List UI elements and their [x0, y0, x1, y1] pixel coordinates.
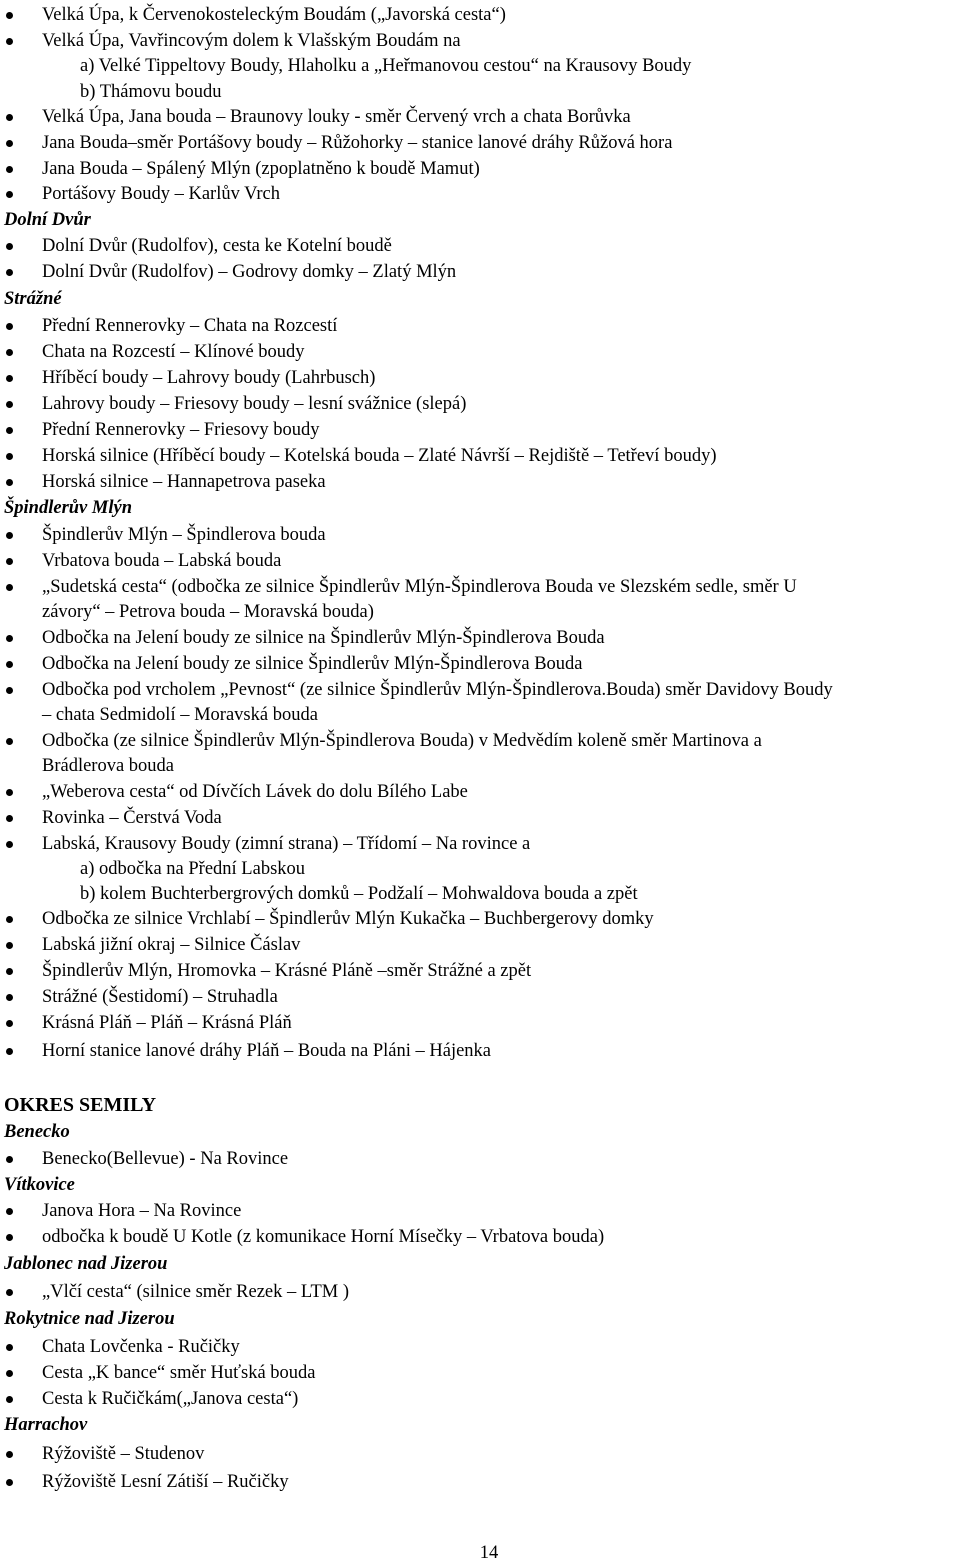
line-text: Labská, Krausovy Boudy (zimní strana) – Třídomí – Na rovince a — [42, 834, 531, 854]
bullet-icon — [6, 12, 13, 19]
line-text: a) odbočka na Přední Labskou — [80, 859, 306, 879]
line-text: „Sudetská cesta“ (odbočka ze silnice Špindlerův Mlýn-Špindlerova Bouda ve Slezském sedle, směr U — [42, 577, 797, 597]
section-heading — [0, 495, 960, 521]
bullet-icon — [6, 968, 13, 975]
district-heading — [0, 1092, 960, 1118]
list-item — [0, 831, 960, 857]
list-item — [0, 702, 960, 728]
line-text: Cesta „K bance“ směr Huťská bouda — [42, 1363, 316, 1383]
list-item — [0, 984, 960, 1010]
list-item — [0, 958, 960, 984]
line-text: Portášovy Boudy – Karlův Vrch — [42, 184, 280, 204]
list-item — [0, 574, 960, 600]
bullet-icon — [6, 269, 13, 276]
list-item — [0, 1224, 960, 1250]
bullet-icon — [6, 375, 13, 382]
line-text: Labská jižní okraj – Silnice Čáslav — [42, 935, 301, 955]
bullet-icon — [6, 1156, 13, 1163]
list-item — [0, 181, 960, 207]
line-text: OKRES SEMILY — [4, 1094, 157, 1116]
list-item — [0, 1441, 960, 1467]
bullet-icon — [6, 916, 13, 923]
list-item — [0, 1010, 960, 1036]
list-item — [0, 625, 960, 651]
line-text: Harrachov — [4, 1415, 88, 1435]
bullet-icon — [6, 349, 13, 356]
line-text: Rýžoviště Lesní Zátiší – Ručičky — [42, 1472, 289, 1492]
line-text: Janova Hora – Na Rovince — [42, 1201, 242, 1221]
line-text: Špindlerův Mlýn – Špindlerova bouda — [42, 525, 326, 545]
bullet-icon — [6, 1289, 13, 1296]
list-item — [0, 932, 960, 958]
list-item — [0, 53, 960, 79]
line-text: Odbočka na Jelení boudy ze silnice na Špindlerův Mlýn-Špindlerova Bouda — [42, 628, 605, 648]
bullet-icon — [6, 1234, 13, 1241]
list-item — [0, 2, 960, 28]
bullet-icon — [6, 401, 13, 408]
section-heading — [0, 1251, 960, 1277]
list-item — [0, 1386, 960, 1412]
line-text: Špindlerův Mlýn, Hromovka – Krásné Pláně –směr Strážné a zpět — [42, 961, 532, 981]
bullet-icon — [6, 661, 13, 668]
list-item — [0, 1279, 960, 1305]
list-item — [0, 469, 960, 495]
list-item — [0, 417, 960, 443]
line-text: Dolní Dvůr — [4, 210, 91, 230]
bullet-icon — [6, 1396, 13, 1403]
line-text: Jablonec nad Jizerou — [4, 1254, 168, 1274]
list-item — [0, 651, 960, 677]
list-item — [0, 259, 960, 285]
section-heading — [0, 1119, 960, 1145]
list-item — [0, 1146, 960, 1172]
line-text: Benecko — [4, 1122, 70, 1142]
list-item — [0, 1198, 960, 1224]
line-text: a) Velké Tippeltovy Boudy, Hlaholku a „Heřmanovou cestou“ na Krausovy Boudy — [80, 56, 692, 76]
list-item — [0, 233, 960, 259]
line-text: Strážné (Šestidomí) – Struhadla — [42, 987, 278, 1007]
line-text: „Vlčí cesta“ (silnice směr Rezek – LTM ) — [42, 1282, 350, 1302]
page-number: 14 — [479, 1543, 499, 1563]
bullet-icon — [6, 140, 13, 147]
section-heading — [0, 1306, 960, 1332]
line-text: b) Thámovu boudu — [80, 82, 222, 102]
line-text: Hříběcí boudy – Lahrovy boudy (Lahrbusch) — [42, 368, 376, 388]
list-item — [0, 443, 960, 469]
line-text: Dolní Dvůr (Rudolfov) – Godrovy domky – Zlatý Mlýn — [42, 262, 457, 282]
list-item — [0, 313, 960, 339]
line-text: Vrbatova bouda – Labská bouda — [42, 551, 282, 571]
section-heading — [0, 1412, 960, 1438]
list-item — [0, 856, 960, 882]
line-text: Horská silnice – Hannapetrova paseka — [42, 472, 326, 492]
bullet-icon — [6, 738, 13, 745]
line-text: Odbočka ze silnice Vrchlabí – Špindlerův Mlýn Kukačka – Buchbergerovy domky — [42, 909, 654, 929]
line-text: Horská silnice (Hříběcí boudy – Kotelská bouda – Zlaté Návrší – Rejdiště – Tetřeví boudy) — [42, 446, 717, 466]
section-heading — [0, 207, 960, 233]
line-text: b) kolem Buchterbergrových domků – Podžalí – Mohwaldova bouda a zpět — [80, 884, 638, 904]
section-heading — [0, 286, 960, 312]
line-text: Velká Úpa, k Červenokosteleckým Boudám („Javorská cesta“) — [42, 5, 506, 25]
bullet-icon — [6, 1479, 13, 1486]
bullet-icon — [6, 815, 13, 822]
line-text: Špindlerův Mlýn — [4, 498, 132, 518]
line-text: „Weberova cesta“ od Dívčích Lávek do dolu Bílého Labe — [42, 782, 468, 802]
bullet-icon — [6, 323, 13, 330]
list-item — [0, 1469, 960, 1495]
line-text: – chata Sedmidolí – Moravská bouda — [42, 705, 318, 725]
line-text: závory“ – Petrova bouda – Moravská bouda) — [42, 602, 374, 622]
list-item — [0, 548, 960, 574]
list-item — [0, 28, 960, 54]
list-item — [0, 753, 960, 779]
list-item — [0, 391, 960, 417]
line-text: Odbočka pod vrcholem „Pevnost“ (ze silnice Špindlerův Mlýn-Špindlerova.Bouda) směr Davidovy Boudy — [42, 680, 833, 700]
line-text: Rýžoviště – Studenov — [42, 1444, 205, 1464]
bullet-icon — [6, 427, 13, 434]
line-text: Dolní Dvůr (Rudolfov), cesta ke Kotelní boudě — [42, 236, 392, 256]
line-text: Rovinka – Čerstvá Voda — [42, 808, 222, 828]
list-item — [0, 677, 960, 703]
bullet-icon — [6, 114, 13, 121]
bullet-icon — [6, 191, 13, 198]
line-text: Krásná Pláň – Pláň – Krásná Pláň — [42, 1013, 292, 1033]
bullet-icon — [6, 479, 13, 486]
list-item — [0, 522, 960, 548]
line-text: Chata Lovčenka - Ručičky — [42, 1337, 240, 1357]
bullet-icon — [6, 994, 13, 1001]
bullet-icon — [6, 453, 13, 460]
list-item — [0, 1360, 960, 1386]
bullet-icon — [6, 532, 13, 539]
bullet-icon — [6, 942, 13, 949]
line-text: Rokytnice nad Jizerou — [4, 1309, 175, 1329]
line-text: Chata na Rozcestí – Klínové boudy — [42, 342, 305, 362]
bullet-icon — [6, 1048, 13, 1055]
line-text: Cesta k Ručičkám(„Janova cesta“) — [42, 1389, 299, 1409]
line-text: Přední Rennerovky – Friesovy boudy — [42, 420, 320, 440]
bullet-icon — [6, 558, 13, 565]
list-item — [0, 156, 960, 182]
line-text: Horní stanice lanové dráhy Pláň – Bouda na Pláni – Hájenka — [42, 1041, 492, 1061]
list-item — [0, 339, 960, 365]
list-item — [0, 881, 960, 907]
line-text: Jana Bouda–směr Portášovy boudy – Růžohorky – stanice lanové dráhy Růžová hora — [42, 133, 673, 153]
bullet-icon — [6, 38, 13, 45]
bullet-icon — [6, 687, 13, 694]
line-text: Benecko(Bellevue) - Na Rovince — [42, 1149, 289, 1169]
list-item — [0, 1038, 960, 1064]
bullet-icon — [6, 1020, 13, 1027]
line-text: Velká Úpa, Jana bouda – Braunovy louky - směr Červený vrch a chata Borůvka — [42, 107, 631, 127]
line-text: Odbočka na Jelení boudy ze silnice Špindlerův Mlýn-Špindlerova Bouda — [42, 654, 583, 674]
list-item — [0, 779, 960, 805]
bullet-icon — [6, 243, 13, 250]
line-text: Brádlerova bouda — [42, 756, 175, 776]
line-text: Lahrovy boudy – Friesovy boudy – lesní svážnice (slepá) — [42, 394, 467, 414]
list-item — [0, 728, 960, 754]
bullet-icon — [6, 584, 13, 591]
list-item — [0, 805, 960, 831]
bullet-icon — [6, 789, 13, 796]
bullet-icon — [6, 166, 13, 173]
bullet-icon — [6, 1208, 13, 1215]
line-text: Jana Bouda – Spálený Mlýn (zpoplatněno k boudě Mamut) — [42, 159, 480, 179]
list-item — [0, 130, 960, 156]
list-item — [0, 1334, 960, 1360]
bullet-icon — [6, 841, 13, 848]
list-item — [0, 365, 960, 391]
line-text: odbočka k boudě U Kotle (z komunikace Horní Mísečky – Vrbatova bouda) — [42, 1227, 605, 1247]
list-item — [0, 79, 960, 105]
bullet-icon — [6, 1370, 13, 1377]
section-heading — [0, 1172, 960, 1198]
bullet-icon — [6, 1451, 13, 1458]
bullet-icon — [6, 1344, 13, 1351]
line-text: Vítkovice — [4, 1175, 75, 1195]
list-item — [0, 599, 960, 625]
bullet-icon — [6, 635, 13, 642]
line-text: Odbočka (ze silnice Špindlerův Mlýn-Špindlerova Bouda) v Medvědím koleně směr Martinova a — [42, 731, 762, 751]
line-text: Přední Rennerovky – Chata na Rozcestí — [42, 316, 338, 336]
line-text: Strážné — [4, 289, 62, 309]
list-item — [0, 104, 960, 130]
line-text: Velká Úpa, Vavřincovým dolem k Vlašským Boudám na — [42, 31, 461, 51]
list-item — [0, 906, 960, 932]
